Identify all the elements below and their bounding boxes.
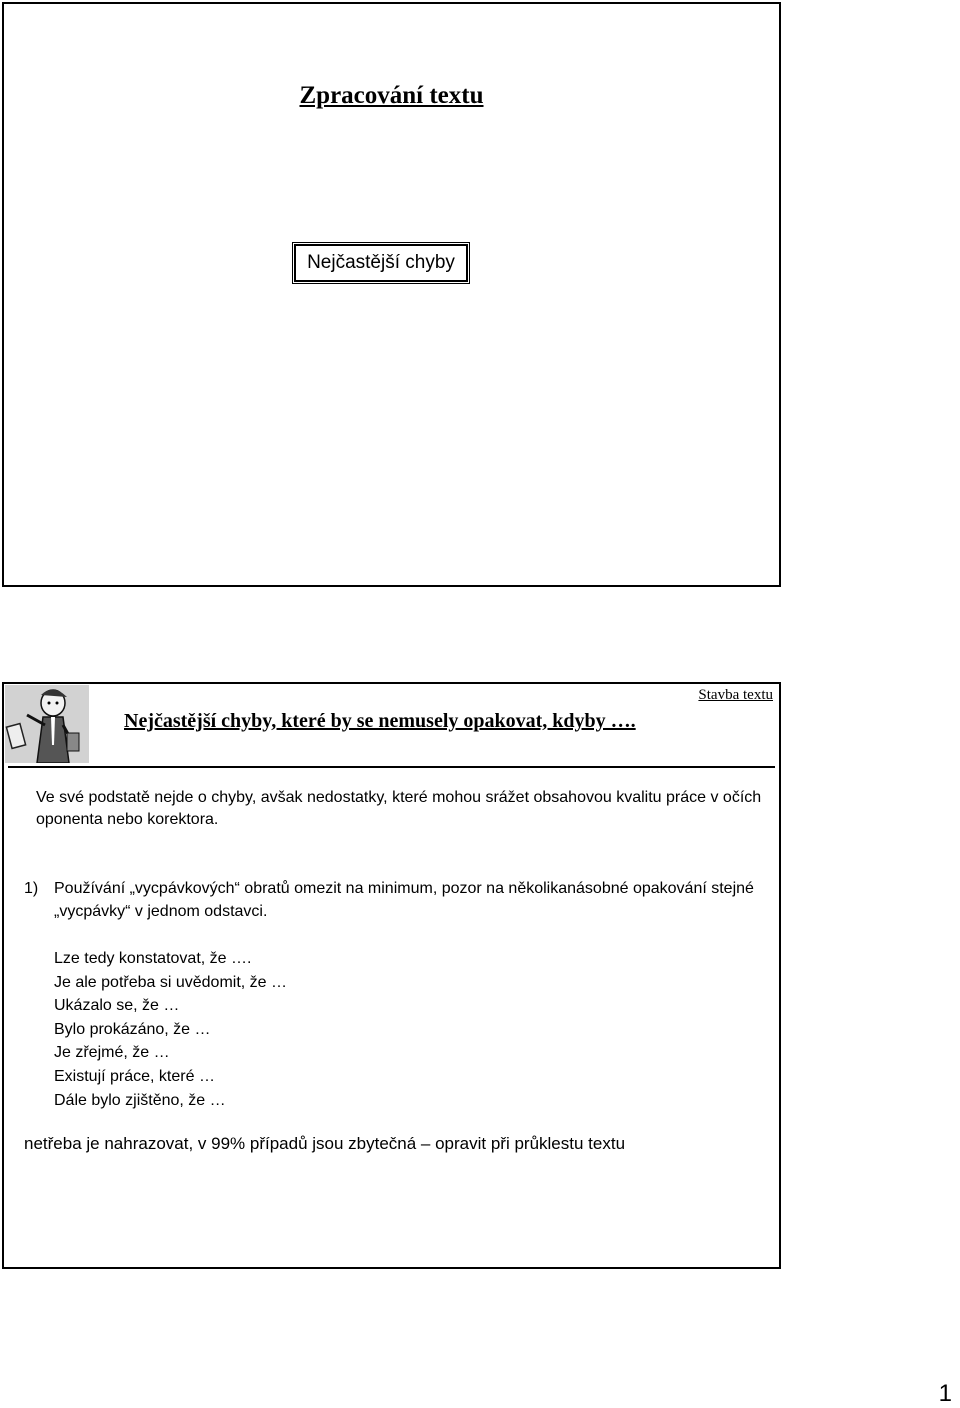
filler-phrase-list <box>54 947 287 1112</box>
page-number: 1 <box>938 1380 952 1407</box>
list-item: Je zřejmé, že … <box>54 1044 170 1062</box>
slide-2 <box>2 682 781 1269</box>
section-label: Stavba textu <box>698 687 773 703</box>
point-number: 1) <box>24 880 39 897</box>
list-item: Bylo prokázáno, že … <box>54 1020 211 1038</box>
slide-1 <box>2 2 781 587</box>
list-item: Lze tedy konstatovat, že …. <box>54 950 252 967</box>
list-item: Dále bylo zjištěno, že … <box>54 1091 226 1109</box>
slide-title: Nejčastější chyby, které by se nemusely opakovat, kdyby …. <box>124 710 636 732</box>
list-item: Ukázalo se, že … <box>54 997 180 1015</box>
topic-box: Nejčastější chyby <box>292 242 470 284</box>
point-text: Používání „vycpávkových“ obratů omezit na minimum, pozor na několikanásobné opakování stejné „vycpávky“ v jednom odstavci. <box>54 880 754 920</box>
list-item: Existují práce, které … <box>54 1067 215 1085</box>
slide-title: Zpracování textu <box>299 82 484 109</box>
title-separator <box>8 766 775 768</box>
list-item: Je ale potřeba si uvědomit, že … <box>54 973 288 991</box>
conclusion-text: netřeba je nahrazovat, v 99% případů jsou zbytečná – opravit při průklestu textu <box>24 1134 626 1153</box>
cartoon-teacher-image <box>5 685 89 763</box>
numbered-point <box>24 877 764 923</box>
intro-paragraph: Ve své podstatě nejde o chyby, avšak nedostatky, které mohou srážet obsahovou kvalitu práce v očích oponenta nebo korektora. <box>36 789 762 828</box>
